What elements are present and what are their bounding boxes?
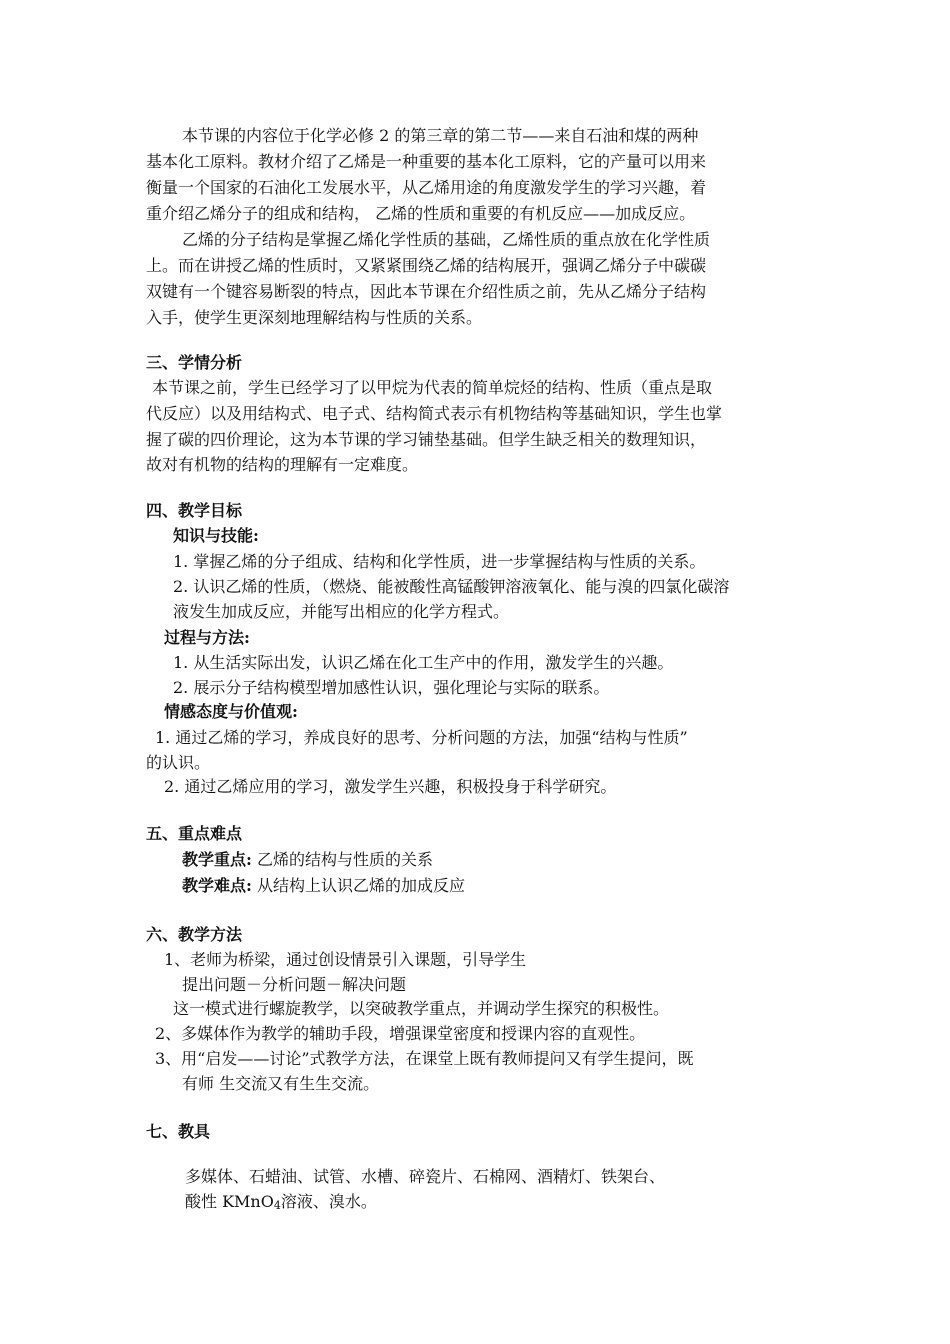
difficult-point-text: 从结构上认识乙烯的加成反应 <box>257 876 466 895</box>
emotion-values-heading: 情感态度与价值观: <box>164 702 298 721</box>
knowledge-goal-1: 1. 掌握乙烯的分子组成、结构和化学性质，进一步掌握结构与性质的关系。 <box>173 552 706 571</box>
intro-paragraph-line-1: 本节课的内容位于化学必修 2 的第三章的第二节——来自石油和煤的两种 <box>182 126 699 145</box>
method-2: 2、多媒体作为教学的辅助手段，增强课堂密度和授课内容的直观性。 <box>155 1024 646 1043</box>
intro-paragraph-line-2: 基本化工原料。教材介绍了乙烯是一种重要的基本化工原料，它的产量可以用来 <box>146 152 707 171</box>
section-6-heading: 六、教学方法 <box>146 925 243 944</box>
section-4-heading: 四、教学目标 <box>146 501 243 520</box>
knowledge-goal-2-line-1: 2. 认识乙烯的性质，（燃烧、能被酸性高锰酸钾溶液氧化、能与溴的四氯化碳溶 <box>173 577 730 596</box>
emotion-goal-1-line-1: 1. 通过乙烯的学习，养成良好的思考、分析问题的方法，加强“结构与性质” <box>155 728 688 747</box>
method-1-line-2: 提出问题－分析问题－解决问题 <box>182 975 407 994</box>
emotion-goal-2: 2. 通过乙烯应用的学习，激发学生兴趣，积极投身于科学研究。 <box>164 777 617 796</box>
structure-paragraph-line-4: 入手，使学生更深刻地理解结构与性质的关系。 <box>146 308 483 327</box>
equipment-line-1: 多媒体、石蜡油、试管、水槽、碎瓷片、石棉网、酒精灯、铁架台、 <box>185 1167 666 1186</box>
section-3-heading: 三、学情分析 <box>146 353 243 372</box>
key-point-row <box>182 850 433 870</box>
process-method-heading: 过程与方法: <box>164 628 250 647</box>
student-analysis-line-1: 本节课之前，学生已经学习了以甲烷为代表的简单烷烃的结构、性质（重点是取 <box>152 378 713 397</box>
method-1-line-1: 1、老师为桥梁，通过创设情景引入课题，引导学生 <box>164 950 527 969</box>
knowledge-skills-heading: 知识与技能: <box>173 526 259 545</box>
equipment-kmno4-prefix: 酸性 KMnO <box>185 1192 274 1211</box>
knowledge-goal-2-line-2: 液发生加成反应，并能写出相应的化学方程式。 <box>173 602 510 621</box>
section-7-heading: 七、教具 <box>146 1122 211 1141</box>
intro-paragraph-line-3: 衡量一个国家的石油化工发展水平，从乙烯用途的角度激发学生的学习兴趣，着 <box>146 178 707 197</box>
method-3-line-2: 有师 生交流又有生生交流。 <box>182 1074 380 1093</box>
equipment-kmno4-subscript: 4 <box>273 1199 281 1212</box>
structure-paragraph-line-3: 双键有一个键容易断裂的特点，因此本节课在介绍性质之前，先从乙烯分子结构 <box>146 282 707 301</box>
key-point-text: 乙烯的结构与性质的关系 <box>257 850 434 869</box>
method-1-line-3: 这一模式进行螺旋教学，以突破教学重点，并调动学生探究的积极性。 <box>173 999 670 1018</box>
process-goal-2: 2. 展示分子结构模型增加感性认识，强化理论与实际的联系。 <box>173 678 610 697</box>
method-3-line-1: 3、用“启发——讨论”式教学方法，在课堂上既有教师提问又有学生提问，既 <box>155 1049 694 1068</box>
equipment-line-2-suffix: 溶液、溴水。 <box>280 1192 377 1211</box>
structure-paragraph-line-1: 乙烯的分子结构是掌握乙烯化学性质的基础，乙烯性质的重点放在化学性质 <box>182 230 711 249</box>
structure-paragraph-line-2: 上。而在讲授乙烯的性质时，又紧紧围绕乙烯的结构展开，强调乙烯分子中碳碳 <box>146 256 707 275</box>
emotion-goal-1-line-2: 的认识。 <box>146 753 211 772</box>
difficult-point-label: 教学难点: <box>182 876 252 895</box>
intro-paragraph-line-4: 重介绍乙烯分子的组成和结构， 乙烯的性质和重要的有机反应——加成反应。 <box>146 204 696 223</box>
equipment-line-2 <box>185 1192 377 1216</box>
student-analysis-line-2: 代反应）以及用结构式、电子式、结构简式表示有机物结构等基础知识，学生也掌 <box>146 404 723 423</box>
difficult-point-row <box>182 876 465 896</box>
student-analysis-line-3: 握了碳的四价理论，这为本节课的学习铺垫基础。但学生缺乏相关的数理知识， <box>146 430 707 449</box>
student-analysis-line-4: 故对有机物的结构的理解有一定难度。 <box>146 455 419 474</box>
key-point-label: 教学重点: <box>182 850 252 869</box>
section-5-heading: 五、重点难点 <box>146 824 243 843</box>
process-goal-1: 1. 从生活实际出发，认识乙烯在化工生产中的作用，激发学生的兴趣。 <box>173 653 674 672</box>
